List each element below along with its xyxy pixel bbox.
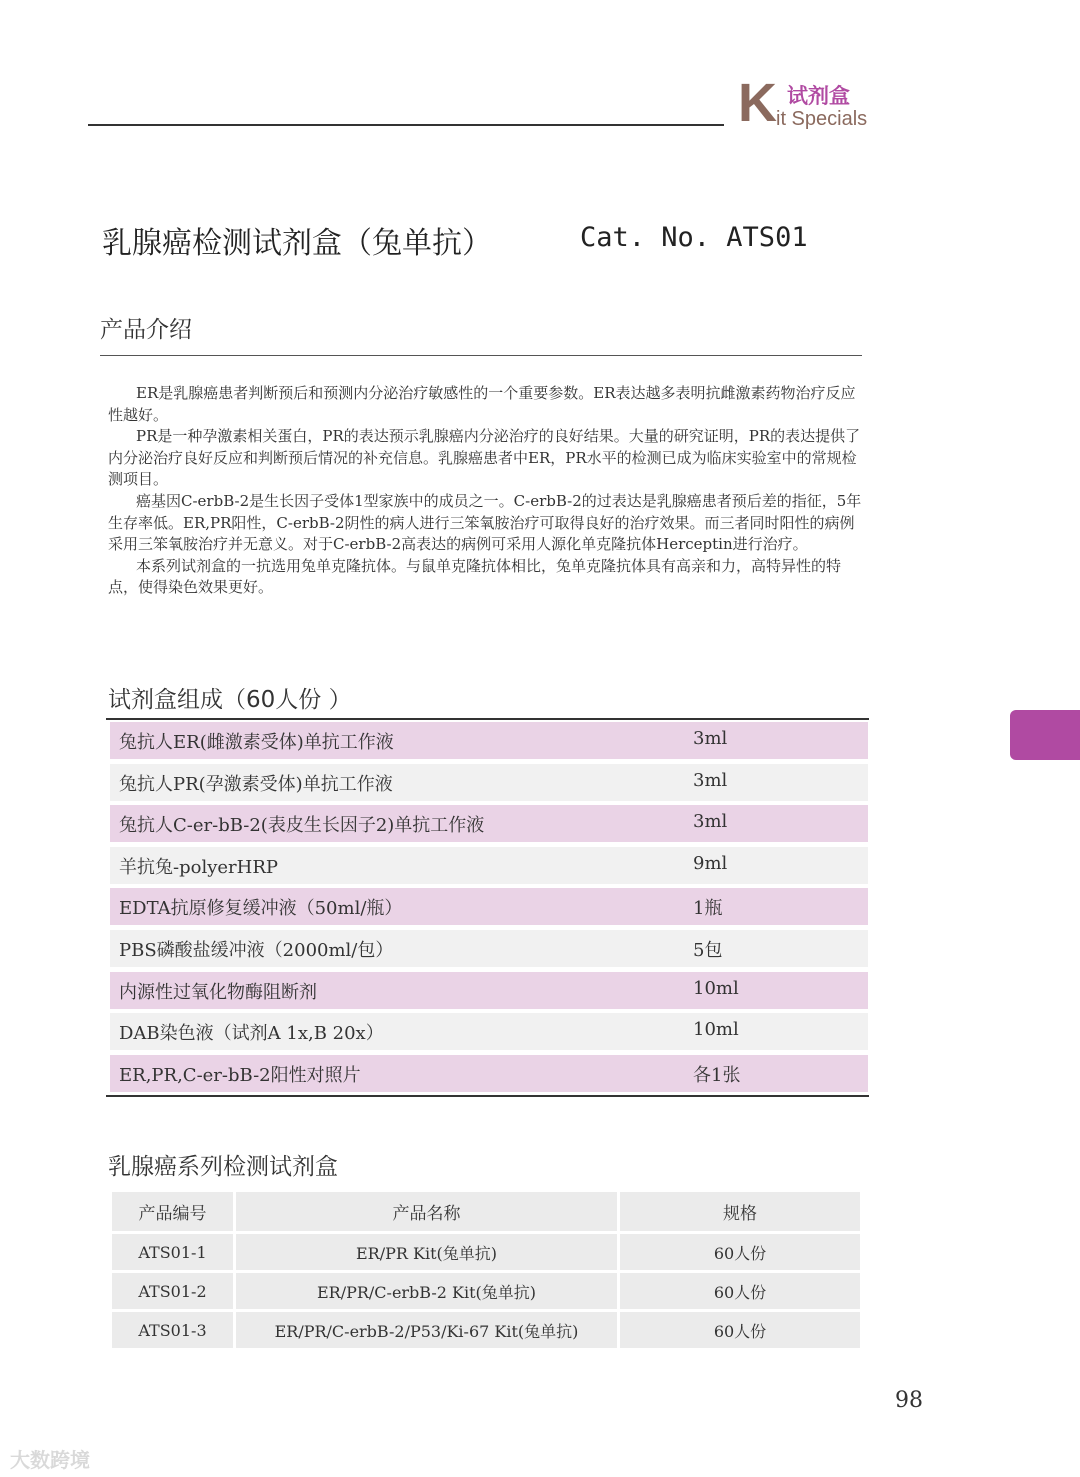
reagent-name: 兔抗人C-er-bB-2(表皮生长因子2)单抗工作液 xyxy=(119,815,485,837)
reagent-quantity: 3ml xyxy=(693,811,728,833)
composition-bottom-rule xyxy=(106,1095,869,1097)
reagent-name: EDTA抗原修复缓冲液（50ml/瓶） xyxy=(119,898,403,920)
composition-row xyxy=(110,972,868,1009)
logo-cn-text: 试剂盒 xyxy=(787,84,850,108)
composition-row xyxy=(110,847,868,884)
logo-letter: K xyxy=(738,73,777,133)
product-name: ER/PR Kit(兔单抗) xyxy=(236,1234,620,1270)
column-header: 规格 xyxy=(620,1192,860,1231)
reagent-name: DAB染色液（试剂A 1x,B 20x） xyxy=(119,1023,384,1045)
intro-paragraph: ER是乳腺癌患者判断预后和预测内分泌治疗敏感性的一个重要参数。ER表达越多表明抗雌激素药物治疗反应性越好。 xyxy=(108,384,856,424)
reagent-quantity: 10ml xyxy=(693,1019,739,1041)
product-name: ER/PR/C-erbB-2/P53/Ki-67 Kit(兔单抗) xyxy=(236,1312,620,1348)
column-header: 产品名称 xyxy=(236,1192,620,1231)
intro-paragraph: PR是一种孕激素相关蛋白，PR的表达预示乳腺癌内分泌治疗的良好结果。大量的研究证明，PR的表达提供了内分泌治疗良好反应和判断预后情况的补充信息。乳腺癌患者中ER，PR水平的检测已成为临床实验室中的常规检测项目。 xyxy=(108,427,861,489)
page-title: 乳腺癌检测试剂盒（兔单抗） xyxy=(102,226,492,261)
logo-en-text: it Specials xyxy=(776,108,868,130)
series-table xyxy=(112,1189,860,1351)
column-header: 产品编号 xyxy=(112,1192,236,1231)
kit-specials-logo xyxy=(738,73,888,134)
intro-paragraph: 癌基因C-erbB-2是生长因子受体1型家族中的成员之一。C-erbB-2的过表达是乳腺癌患者预后差的指征，5年生存率低。ER,PR阳性，C-erbB-2阴性的病人进行三笨氧胺治疗可取得良好的治疗效果。而三者同时阳性的病例采用三笨氧胺治疗并无意义。对于C-erbB-2高表达的病例可采用人源化单克隆抗体Herceptin进行治疗。 xyxy=(108,491,862,554)
reagent-name: 羊抗兔-polyerHRP xyxy=(119,856,278,878)
composition-heading: 试剂盒组成（60人份 ） xyxy=(108,687,352,713)
reagent-name: 内源性过氧化物酶阻断剂 xyxy=(119,981,317,1003)
composition-row xyxy=(110,764,868,801)
composition-table xyxy=(110,722,868,1096)
reagent-quantity: 3ml xyxy=(693,769,728,791)
product-spec: 60人份 xyxy=(620,1312,860,1348)
intro-paragraph: 本系列试剂盒的一抗选用兔单克隆抗体。与鼠单克隆抗体相比，兔单克隆抗体具有高亲和力，高特异性的特点，使得染色效果更好。 xyxy=(108,556,842,597)
series-header-row xyxy=(112,1192,860,1231)
reagent-quantity: 5包 xyxy=(693,939,723,961)
reagent-name: ER,PR,C-er-bB-2阳性对照片 xyxy=(119,1064,361,1086)
reagent-quantity: 3ml xyxy=(693,728,728,749)
composition-top-rule xyxy=(106,718,869,720)
table-row xyxy=(112,1273,860,1309)
composition-row xyxy=(110,805,868,842)
composition-row xyxy=(110,722,868,759)
reagent-quantity: 各1张 xyxy=(693,1064,741,1086)
reagent-name: PBS磷酸盐缓冲液（2000ml/包） xyxy=(119,939,394,961)
side-tab-marker xyxy=(1010,710,1080,760)
reagent-name: 兔抗人PR(孕激素受体)单抗工作液 xyxy=(119,773,393,795)
product-spec: 60人份 xyxy=(620,1234,860,1270)
reagent-name: 兔抗人ER(雌激素受体)单抗工作液 xyxy=(119,732,394,753)
series-heading: 乳腺癌系列检测试剂盒 xyxy=(108,1154,338,1180)
header-rule xyxy=(88,124,724,126)
composition-row xyxy=(110,1013,868,1050)
reagent-quantity: 1瓶 xyxy=(693,898,723,920)
product-name: ER/PR/C-erbB-2 Kit(兔单抗) xyxy=(236,1273,620,1309)
catalog-number: Cat. No. ATS01 xyxy=(580,222,808,253)
product-code: ATS01-3 xyxy=(112,1312,236,1348)
reagent-quantity: 9ml xyxy=(693,852,728,874)
composition-row xyxy=(110,930,868,967)
reagent-quantity: 10ml xyxy=(693,977,739,999)
table-row xyxy=(112,1234,860,1270)
composition-row xyxy=(110,1055,868,1092)
intro-rule xyxy=(100,355,862,356)
product-code: ATS01-2 xyxy=(112,1273,236,1309)
watermark: 大数跨境 xyxy=(10,1448,90,1472)
intro-heading: 产品介绍 xyxy=(100,317,192,343)
page-number: 98 xyxy=(895,1388,923,1413)
product-code: ATS01-1 xyxy=(112,1234,236,1270)
table-row xyxy=(112,1312,860,1348)
product-spec: 60人份 xyxy=(620,1273,860,1309)
intro-text xyxy=(108,383,868,599)
composition-row xyxy=(110,888,868,925)
